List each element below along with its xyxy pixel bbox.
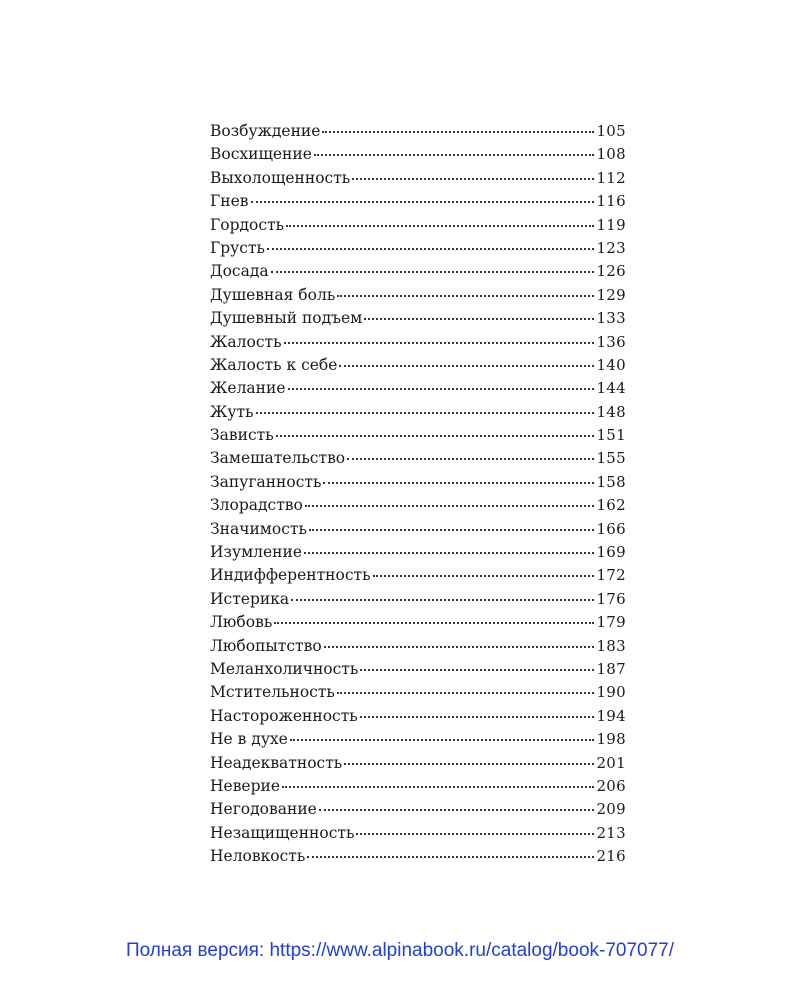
dot-leader — [339, 364, 594, 367]
toc-entry[interactable] — [210, 775, 626, 798]
toc-entry[interactable] — [210, 424, 626, 447]
toc-entry-page-number: 179 — [596, 613, 626, 632]
dot-leader — [373, 574, 595, 577]
toc-entry-title: Негодование — [210, 800, 317, 819]
toc-entry-page-number: 116 — [596, 192, 626, 211]
dot-leader — [276, 434, 595, 437]
toc-entry-title: Незащищенность — [210, 823, 355, 842]
toc-entry-title: Неверие — [210, 776, 281, 795]
toc-entry-title: Жуть — [210, 402, 254, 421]
toc-entry-title: Возбуждение — [210, 122, 321, 140]
toc-entry-title: Индифферентность — [210, 566, 371, 585]
toc-entry-page-number: 140 — [596, 355, 626, 374]
dot-leader — [267, 247, 594, 250]
toc-entry[interactable] — [210, 120, 626, 143]
dot-leader — [324, 645, 595, 648]
toc-entry-page-number: 201 — [596, 753, 626, 772]
toc-entry-page-number: 187 — [596, 659, 626, 678]
dot-leader — [352, 177, 594, 180]
toc-entry-page-number: 172 — [596, 566, 626, 585]
toc-entry-title: Душевная боль — [210, 285, 336, 304]
dot-leader — [290, 738, 595, 741]
dot-leader — [284, 341, 595, 344]
dot-leader — [291, 598, 594, 601]
toc-entry-page-number: 129 — [596, 285, 626, 304]
toc-entry-page-number: 190 — [596, 683, 626, 702]
toc-entry[interactable] — [210, 401, 626, 424]
dot-leader — [360, 668, 594, 671]
toc-entry-page-number: 123 — [596, 238, 626, 257]
dot-leader — [360, 715, 595, 718]
toc-entry-title: Гордость — [210, 215, 285, 234]
toc-entry-title: Восхищение — [210, 145, 312, 164]
toc-entry[interactable] — [210, 377, 626, 400]
dot-leader — [344, 762, 594, 765]
toc-entry-title: Желание — [210, 379, 286, 398]
toc-entry[interactable] — [210, 681, 626, 704]
dot-leader — [322, 130, 594, 133]
toc-entry-page-number: 194 — [596, 706, 626, 725]
toc-entry-page-number: 108 — [596, 145, 626, 164]
table-of-contents — [210, 120, 626, 869]
toc-entry[interactable] — [210, 635, 626, 658]
toc-entry-title: Выхолощенность — [210, 168, 351, 187]
dot-leader — [271, 270, 595, 273]
dot-leader — [309, 528, 595, 531]
toc-entry[interactable] — [210, 307, 626, 330]
toc-entry-page-number: 105 — [596, 122, 626, 140]
toc-entry-page-number: 198 — [596, 730, 626, 749]
toc-entry-page-number: 112 — [596, 168, 626, 187]
toc-entry-page-number: 155 — [596, 449, 626, 468]
toc-entry-title: Изумление — [210, 543, 303, 562]
dot-leader — [288, 387, 595, 390]
dot-leader — [304, 551, 594, 554]
toc-entry[interactable] — [210, 658, 626, 681]
dot-leader — [337, 294, 594, 297]
toc-entry[interactable] — [210, 752, 626, 775]
toc-entry[interactable] — [210, 143, 626, 166]
toc-entry[interactable] — [210, 588, 626, 611]
toc-entry[interactable] — [210, 260, 626, 283]
toc-entry[interactable] — [210, 728, 626, 751]
toc-entry-title: Грусть — [210, 238, 265, 257]
dot-leader — [274, 621, 594, 624]
toc-entry-page-number: 119 — [596, 215, 626, 234]
dot-leader — [256, 411, 595, 414]
toc-entry[interactable] — [210, 190, 626, 213]
dot-leader — [282, 785, 594, 788]
toc-entry[interactable] — [210, 354, 626, 377]
dot-leader — [307, 855, 594, 858]
toc-entry[interactable] — [210, 541, 626, 564]
toc-entry-title: Душевный подъем — [210, 309, 363, 328]
toc-entry-page-number: 176 — [596, 589, 626, 608]
toc-entry-title: Любовь — [210, 613, 273, 632]
toc-entry[interactable] — [210, 611, 626, 634]
toc-entry-title: Жалость — [210, 332, 282, 351]
toc-entry[interactable] — [210, 331, 626, 354]
toc-entry-title: Запуганность — [210, 472, 322, 491]
toc-entry-title: Гнев — [210, 192, 249, 211]
toc-entry-title: Замешательство — [210, 449, 346, 468]
toc-entry[interactable] — [210, 845, 626, 868]
full-version-link[interactable]: Полная версия: https://www.alpinabook.ru/catalog/book-707077/ — [125, 940, 675, 961]
toc-entry-title: Значимость — [210, 519, 307, 538]
toc-entry-page-number: 209 — [596, 800, 626, 819]
toc-entry-title: Неловкость — [210, 847, 306, 866]
dot-leader — [319, 808, 595, 811]
toc-entry[interactable] — [210, 518, 626, 541]
toc-entry[interactable] — [210, 494, 626, 517]
toc-entry-page-number: 213 — [596, 823, 626, 842]
dot-leader — [347, 457, 594, 460]
toc-entry[interactable] — [210, 447, 626, 470]
toc-entry-page-number: 133 — [596, 309, 626, 328]
toc-entry-page-number: 158 — [596, 472, 626, 491]
toc-entry-page-number: 216 — [596, 847, 626, 866]
dot-leader — [251, 200, 595, 203]
toc-entry-page-number: 136 — [596, 332, 626, 351]
toc-entry[interactable] — [210, 798, 626, 821]
dot-leader — [337, 691, 595, 694]
dot-leader — [323, 481, 594, 484]
dot-leader — [314, 153, 595, 156]
dot-leader — [356, 832, 594, 835]
toc-entry-page-number: 162 — [596, 496, 626, 515]
toc-entry-title: Досада — [210, 262, 269, 281]
toc-entry[interactable] — [210, 237, 626, 260]
toc-entry-title: Неадекватность — [210, 753, 343, 772]
toc-entry[interactable] — [210, 564, 626, 587]
toc-entry-title: Зависть — [210, 426, 274, 445]
toc-entry[interactable] — [210, 822, 626, 845]
toc-entry-page-number: 126 — [596, 262, 626, 281]
toc-entry-title: Мстительность — [210, 683, 335, 702]
dot-leader — [305, 504, 595, 507]
toc-entry[interactable] — [210, 214, 626, 237]
toc-entry-title: Настороженность — [210, 706, 358, 725]
toc-entry[interactable] — [210, 284, 626, 307]
toc-entry-title: Злорадство — [210, 496, 303, 515]
toc-entry[interactable] — [210, 167, 626, 190]
toc-entry-page-number: 169 — [596, 543, 626, 562]
toc-entry-page-number: 151 — [596, 426, 626, 445]
toc-entry-page-number: 183 — [596, 636, 626, 655]
dot-leader — [286, 224, 594, 227]
toc-entry-page-number: 148 — [596, 402, 626, 421]
toc-entry-title: Жалость к себе — [210, 355, 338, 374]
toc-entry-page-number: 144 — [596, 379, 626, 398]
toc-entry-page-number: 166 — [596, 519, 626, 538]
toc-entry-title: Не в духе — [210, 730, 288, 749]
toc-entry[interactable] — [210, 705, 626, 728]
dot-leader — [364, 317, 594, 320]
toc-entry-title: Любопытство — [210, 636, 322, 655]
toc-entry-title: Меланхоличность — [210, 659, 359, 678]
toc-entry[interactable] — [210, 471, 626, 494]
toc-entry-page-number: 206 — [596, 776, 626, 795]
toc-entry-title: Истерика — [210, 589, 290, 608]
